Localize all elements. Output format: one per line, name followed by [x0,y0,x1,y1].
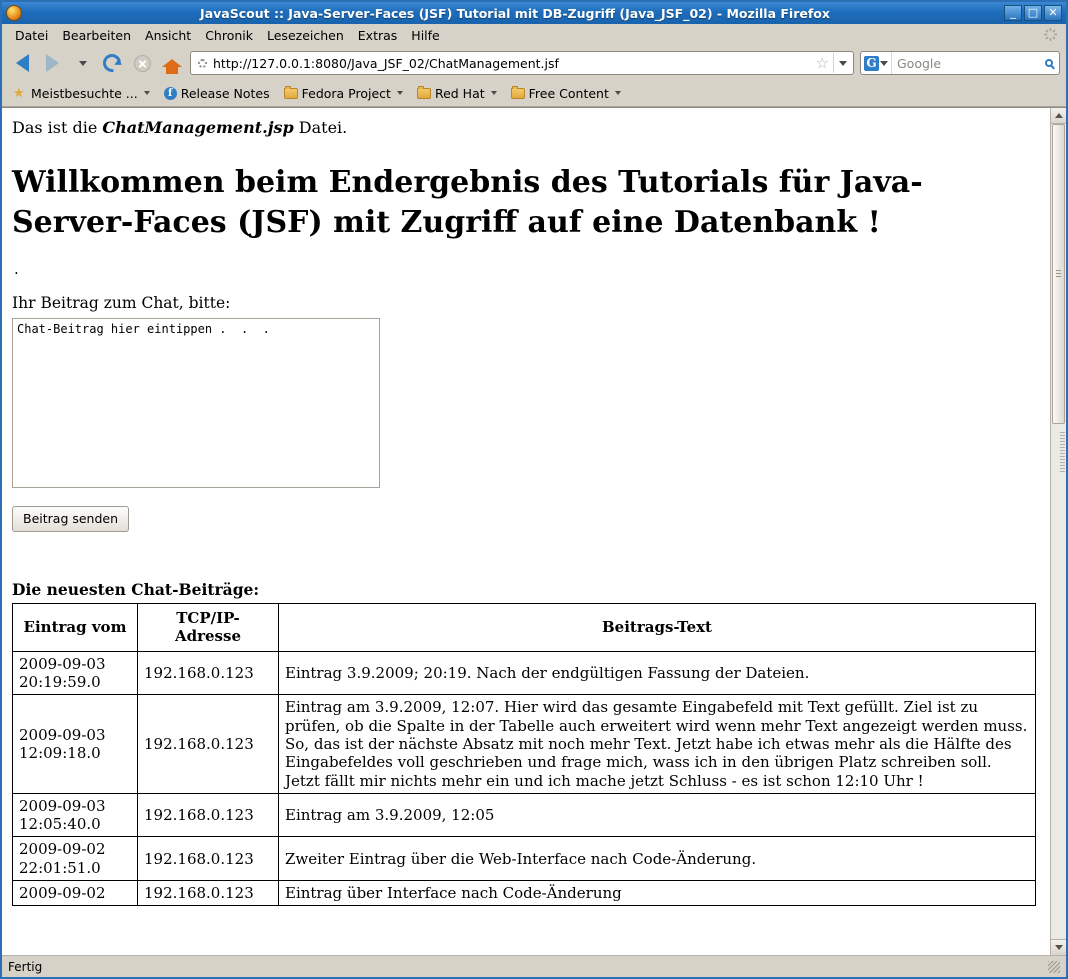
back-button[interactable] [8,49,36,77]
navigation-toolbar [2,46,1066,82]
chevron-down-icon [491,91,497,95]
table-header-row [13,604,1036,652]
cell-date: 2009-09-03 12:05:40.0 [13,793,138,837]
status-text: Fertig [8,959,43,974]
cell-text: Zweiter Eintrag über die Web-Interface nach Code-Änderung. [279,837,1036,881]
menu-chronik[interactable]: Chronik [205,27,253,43]
magnifier-icon [1045,59,1053,67]
chevron-down-icon [1055,945,1063,950]
table-row [13,695,1036,793]
bookmark-label: Red Hat [434,85,485,101]
chevron-down-icon [397,91,403,95]
menu-datei[interactable]: Datei [15,27,49,43]
bookmarks-toolbar [2,82,1066,106]
maximize-button[interactable]: □ [1024,5,1042,21]
search-input[interactable]: Google [897,55,942,71]
bookmark-label: Release Notes [180,85,270,101]
title-bar [2,2,1066,24]
scroll-up-button[interactable] [1051,108,1066,124]
bookmark-red-hat[interactable] [412,84,502,103]
back-arrow-icon [16,54,29,72]
cell-text: Eintrag am 3.9.2009, 12:07. Hier wird das gesamte Eingabefeld mit Text gefüllt. Ziel ist zu prüfen, ob die Spalte in der Tabelle auch erweitert wird wenn mehr Text angezeigt werden muss. So, das ist der nächste Absatz mit noch mehr Text. Jetzt habe ich etwas mehr als die Hälfte des Eingabefeldes voll geschrieben und frage mich, wass ich in den übrigen Platz schreiben soll. Jetzt fällt mir nichts mehr ein und ich mache jetzt Schluss - es ist schon 12:10 Uhr ! [279,695,1036,793]
cell-ip: 192.168.0.123 [138,695,279,793]
history-dropdown-button[interactable] [68,49,96,77]
url-dropdown-button[interactable] [833,53,850,73]
window-title: JavaScout :: Java-Server-Faces (JSF) Tutorial mit DB-Zugriff (Java_JSF_02) - Mozilla Firefox [200,5,830,21]
menu-bearbeiten[interactable]: Bearbeiten [62,27,132,43]
chevron-up-icon [1055,113,1063,118]
scrollbar-thumb[interactable] [1052,124,1065,424]
home-icon [162,59,182,67]
column-header-text: Beitrags-Text [279,604,1036,652]
page-favicon-icon [194,55,210,71]
firefox-icon: f [164,87,177,100]
web-page [2,108,1050,955]
page-title: Willkommen beim Endergebnis des Tutorials für Java-Server-Faces (JSF) mit Zugriff auf eine Datenbank ! [12,165,923,240]
bookmark-release-notes[interactable] [159,84,275,103]
window-controls [1004,5,1064,21]
bookmark-label: Fedora Project [301,85,391,101]
minimize-button[interactable]: _ [1004,5,1022,21]
chat-entries-table [12,603,1036,906]
search-bar[interactable] [860,51,1060,75]
vertical-scrollbar[interactable] [1050,108,1066,955]
reload-button[interactable] [98,49,126,77]
submit-button[interactable]: Beitrag senden [12,506,129,532]
table-row [13,651,1036,695]
menu-lesezeichen[interactable]: Lesezeichen [267,27,344,43]
menu-ansicht[interactable]: Ansicht [145,27,192,43]
intro-filename: ChatManagement.jsp [102,118,294,137]
star-icon: ★ [13,85,25,101]
chat-input-label: Ihr Beitrag zum Chat, bitte: [12,294,231,313]
google-logo-icon: G [864,56,879,71]
url-bar[interactable] [190,51,854,75]
chevron-down-icon [839,61,847,66]
cell-text: Eintrag 3.9.2009; 20:19. Nach der endgültigen Fassung der Dateien. [279,651,1036,695]
cell-date: 2009-09-03 20:19:59.0 [13,651,138,695]
chat-input[interactable] [12,318,380,488]
chevron-down-icon [615,91,621,95]
table-row [13,793,1036,837]
firefox-app-icon [6,5,22,21]
menu-hilfe[interactable]: Hilfe [411,27,440,43]
scroll-down-button[interactable] [1051,939,1066,955]
cell-ip: 192.168.0.123 [138,651,279,695]
intro-text [12,118,1040,137]
chevron-down-icon [880,61,888,66]
reload-icon [99,50,124,75]
star-icon[interactable]: ☆ [815,53,829,72]
table-heading: Die neuesten Chat-Beiträge: [12,580,260,600]
cell-text: Eintrag über Interface nach Code-Änderung [279,881,1036,906]
folder-icon [511,88,525,99]
cell-ip: 192.168.0.123 [138,837,279,881]
folder-icon [417,88,431,99]
stop-icon [134,55,151,72]
resize-grip-icon[interactable] [1048,961,1060,973]
scrollbar-grip-icon [1056,270,1061,278]
column-header-date: Eintrag vom [13,604,138,652]
cell-date: 2009-09-03 12:09:18.0 [13,695,138,793]
separator-dot: . [14,260,19,279]
search-engine-selector[interactable] [861,52,892,74]
window-edge-decoration [1060,432,1065,472]
cell-ip: 192.168.0.123 [138,793,279,837]
forward-arrow-icon [46,54,59,72]
table-row [13,837,1036,881]
cell-date: 2009-09-02 22:01:51.0 [13,837,138,881]
status-bar [2,955,1066,977]
cell-ip: 192.168.0.123 [138,881,279,906]
close-button[interactable]: ✕ [1044,5,1062,21]
chevron-down-icon [144,91,150,95]
home-button[interactable] [158,49,186,77]
table-row [13,881,1036,906]
bookmark-free-content[interactable] [506,84,626,103]
column-header-ip: TCP/IP-Adresse [138,604,279,652]
intro-prefix: Das ist die [12,118,103,137]
cell-text: Eintrag am 3.9.2009, 12:05 [279,793,1036,837]
bookmark-label: Free Content [528,85,609,101]
forward-button[interactable] [38,49,66,77]
browser-chrome [2,24,1066,107]
bookmark-label: Meistbesuchte ... [31,85,138,101]
stop-button[interactable] [128,49,156,77]
menu-bar [2,24,1066,46]
chevron-down-icon [79,61,87,66]
folder-icon [284,88,298,99]
throbber-icon [1043,27,1058,42]
scrollbar-track[interactable] [1051,124,1066,939]
content-area [2,107,1066,955]
bookmark-most-visited[interactable] [8,84,155,103]
cell-date: 2009-09-02 [13,881,138,906]
menu-extras[interactable]: Extras [357,27,398,43]
bookmark-fedora-project[interactable] [279,84,408,103]
url-input[interactable]: http://127.0.0.1:8080/Java_JSF_02/ChatManagement.jsf [213,55,559,71]
intro-suffix: Datei. [293,118,348,137]
search-submit-button[interactable] [1039,59,1059,67]
